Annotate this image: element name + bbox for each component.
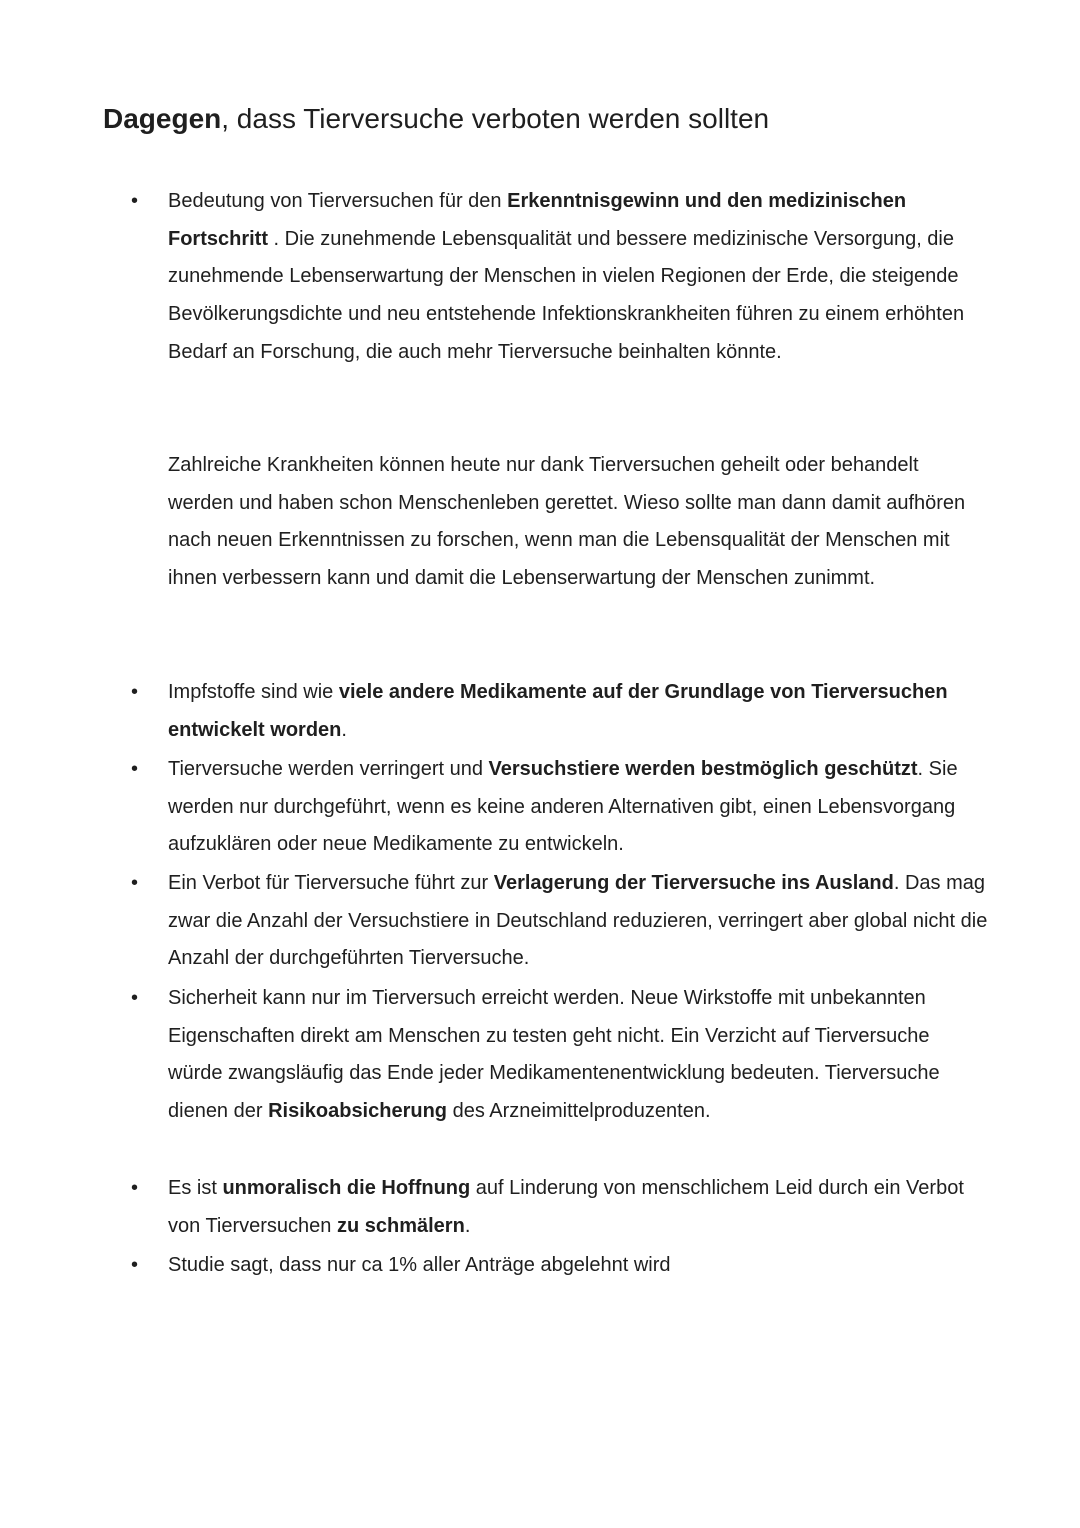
- list-item: [131, 865, 988, 978]
- paragraph: Zahlreiche Krankheiten können heute nur dank Tierversuchen geheilt oder behandelt werden und haben schon Menschenleben gerettet. Wieso sollte man dann damit aufhören nach neuen Erkenntnissen zu forschen, wenn man die Lebensqualität der Menschen mit ihnen verbessern kann und damit die Lebenserwartung der Menschen zunimmt.: [168, 454, 966, 590]
- list-item: [131, 751, 988, 864]
- list-item: [131, 980, 988, 1131]
- list-item: [131, 183, 988, 372]
- list-item: [131, 1170, 988, 1245]
- bullet-icon: •: [131, 681, 139, 703]
- item-text: Tierversuche werden verringert und Versuchstiere werden bestmöglich geschützt. Sie werden nur durchgeführt, wenn es keine anderen Alternativen gibt, einen Lebensvorgang aufzuklären oder neue Medikamente zu entwickeln.: [168, 758, 958, 856]
- item-text: Studie sagt, dass nur ca 1% aller Anträge abgelehnt wird: [168, 1254, 671, 1276]
- page-title: [103, 100, 769, 138]
- bullet-icon: •: [131, 872, 139, 894]
- bullet-icon: •: [131, 190, 139, 212]
- list-item: [131, 674, 988, 749]
- item-text: Es ist unmoralisch die Hoffnung auf Linderung von menschlichem Leid durch ein Verbot von Tierversuchen zu schmälern.: [168, 1177, 964, 1237]
- bullet-icon: •: [131, 1177, 139, 1199]
- bullet-icon: •: [131, 758, 139, 780]
- item-text: Impfstoffe sind wie viele andere Medikamente auf der Grundlage von Tierversuchen entwickelt worden.: [168, 681, 948, 741]
- title-rest: , dass Tierversuche verboten werden sollten: [221, 103, 770, 134]
- list-item: [131, 1247, 988, 1285]
- item-text: Ein Verbot für Tierversuche führt zur Verlagerung der Tierversuche ins Ausland. Das mag zwar die Anzahl der Versuchstiere in Deutschland reduzieren, verringert aber global nicht die Anzahl der durchgeführten Tierversuche.: [168, 872, 988, 970]
- bullet-icon: •: [131, 1254, 139, 1276]
- item-text: Bedeutung von Tierversuchen für den Erkenntnisgewinn und den medizinischen Fortschritt . Die zunehmende Lebensqualität und bessere medizinische Versorgung, die zunehmende Lebenserwartung der Menschen in vielen Regionen der Erde, die steigende Bevölkerungsdichte und neu entstehende Infektionskrankheiten führen zu einem erhöhten Bedarf an Forschung, die auch mehr Tierversuche beinhalten könnte.: [168, 190, 965, 363]
- title-bold: Dagegen: [103, 103, 222, 134]
- bullet-icon: •: [131, 987, 139, 1009]
- item-text: Sicherheit kann nur im Tierversuch erreicht werden. Neue Wirkstoffe mit unbekannten Eigenschaften direkt am Menschen zu testen geht nicht. Ein Verzicht auf Tierversuche würde zwangsläufig das Ende jeder Medikamentenentwicklung bedeuten. Tierversuche dienen der Risikoabsicherung des Arzneimittelproduzenten.: [168, 987, 940, 1123]
